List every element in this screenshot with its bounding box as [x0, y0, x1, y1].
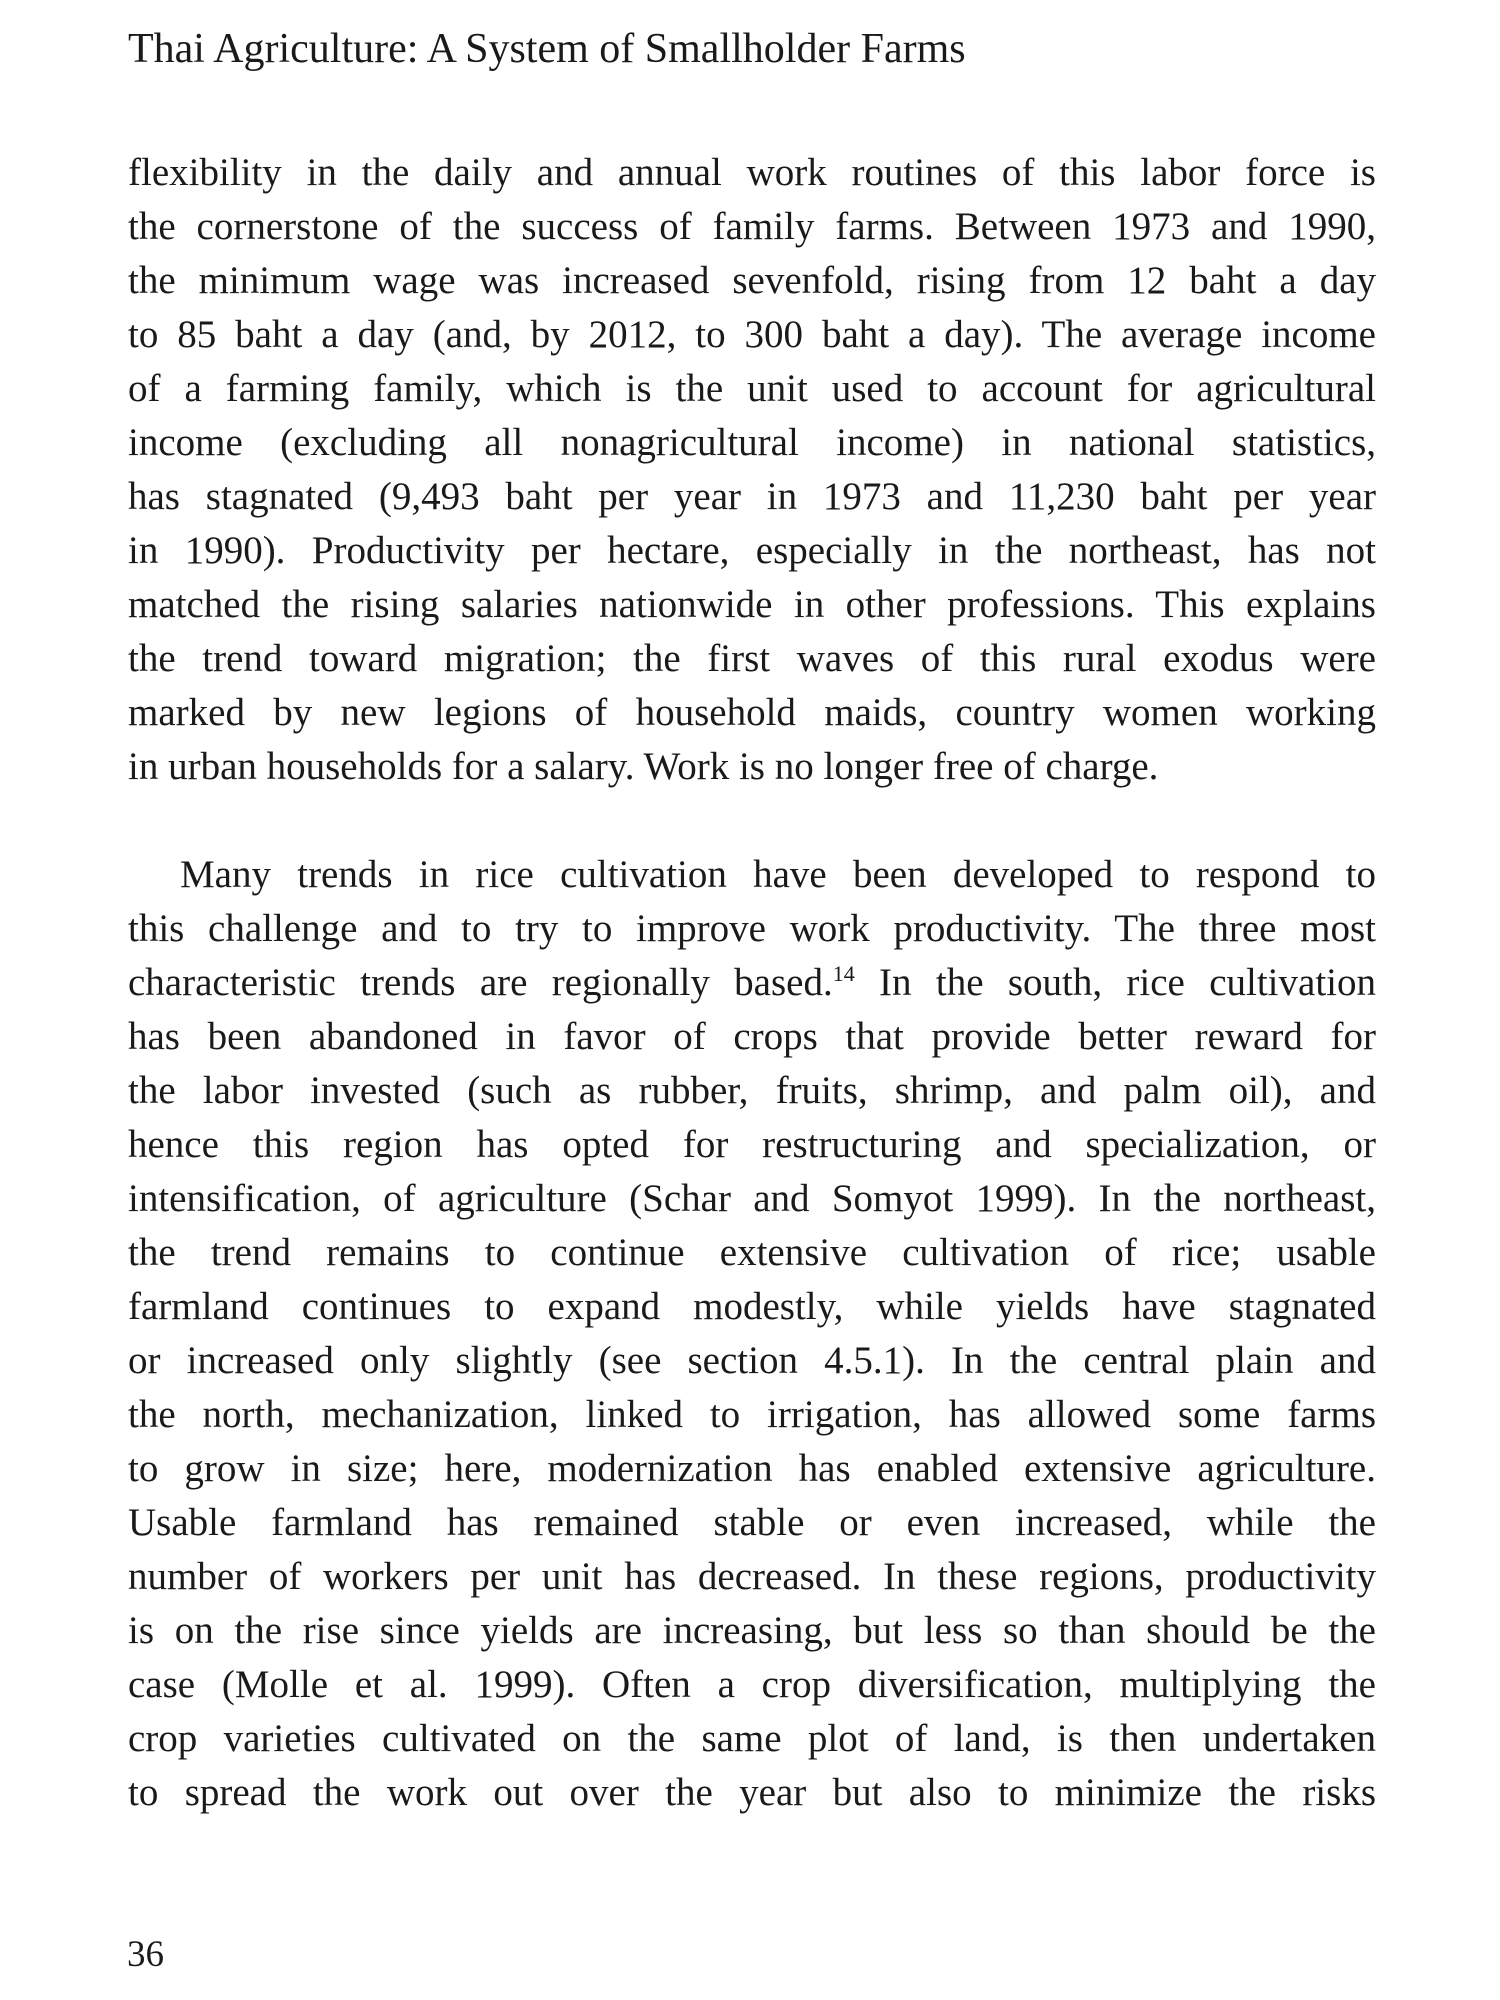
footnote-reference[interactable]: 14: [832, 961, 855, 986]
text-line: crop varieties cultivated on the same plot of land, is then undertaken: [128, 1717, 1376, 1760]
text-segment: In the south, rice cultivation: [854, 961, 1376, 1004]
text-line: in urban households for a salary. Work is no longer free of charge.: [128, 745, 1159, 788]
text-segment: characteristic trends are regionally based.: [128, 961, 833, 1004]
text-line: the cornerstone of the success of family farms. Between 1973 and 1990,: [128, 205, 1376, 248]
text-line: marked by new legions of household maids, country women working: [128, 691, 1376, 734]
text-line: the minimum wage was increased sevenfold, rising from 12 baht a day: [128, 259, 1376, 302]
text-line: hence this region has opted for restructuring and specialization, or: [128, 1123, 1376, 1166]
text-line: to 85 baht a day (and, by 2012, to 300 baht a day). The average income: [128, 313, 1376, 356]
text-line: case (Molle et al. 1999). Often a crop diversification, multiplying the: [128, 1663, 1376, 1706]
text-line: flexibility in the daily and annual work routines of this labor force is: [128, 151, 1376, 194]
text-line: to grow in size; here, modernization has enabled extensive agriculture.: [128, 1447, 1376, 1490]
text-line: the trend remains to continue extensive cultivation of rice; usable: [128, 1231, 1376, 1274]
text-line: number of workers per unit has decreased. In these regions, productivity: [128, 1555, 1376, 1598]
text-line: is on the rise since yields are increasing, but less so than should be the: [128, 1609, 1376, 1652]
text-line: or increased only slightly (see section 4.5.1). In the central plain and: [128, 1339, 1376, 1382]
text-line: farmland continues to expand modestly, while yields have stagnated: [128, 1285, 1376, 1328]
text-line: the north, mechanization, linked to irrigation, has allowed some farms: [128, 1393, 1376, 1436]
text-line: income (excluding all nonagricultural income) in national statistics,: [128, 421, 1376, 464]
text-line: in 1990). Productivity per hectare, especially in the northeast, has not: [128, 529, 1376, 572]
text-line: to spread the work out over the year but also to minimize the risks: [128, 1771, 1376, 1814]
text-line: the labor invested (such as rubber, fruits, shrimp, and palm oil), and: [128, 1069, 1376, 1112]
text-line: has stagnated (9,493 baht per year in 1973 and 11,230 baht per year: [128, 475, 1376, 518]
text-line: intensification, of agriculture (Schar and Somyot 1999). In the northeast,: [128, 1177, 1376, 1220]
text-line: of a farming family, which is the unit used to account for agricultural: [128, 367, 1376, 410]
text-line: has been abandoned in favor of crops that provide better reward for: [128, 1015, 1376, 1058]
text-line: the trend toward migration; the first waves of this rural exodus were: [128, 637, 1376, 680]
text-line: [128, 956, 1376, 1010]
text-line: Usable farmland has remained stable or even increased, while the: [128, 1501, 1376, 1544]
text-line: this challenge and to try to improve work productivity. The three most: [128, 907, 1376, 950]
page-number: 36: [127, 1934, 164, 1975]
text-line: Many trends in rice cultivation have been developed to respond to: [180, 853, 1376, 896]
text-line: matched the rising salaries nationwide in other professions. This explains: [128, 583, 1376, 626]
running-head: Thai Agriculture: A System of Smallholder Farms: [128, 26, 966, 72]
